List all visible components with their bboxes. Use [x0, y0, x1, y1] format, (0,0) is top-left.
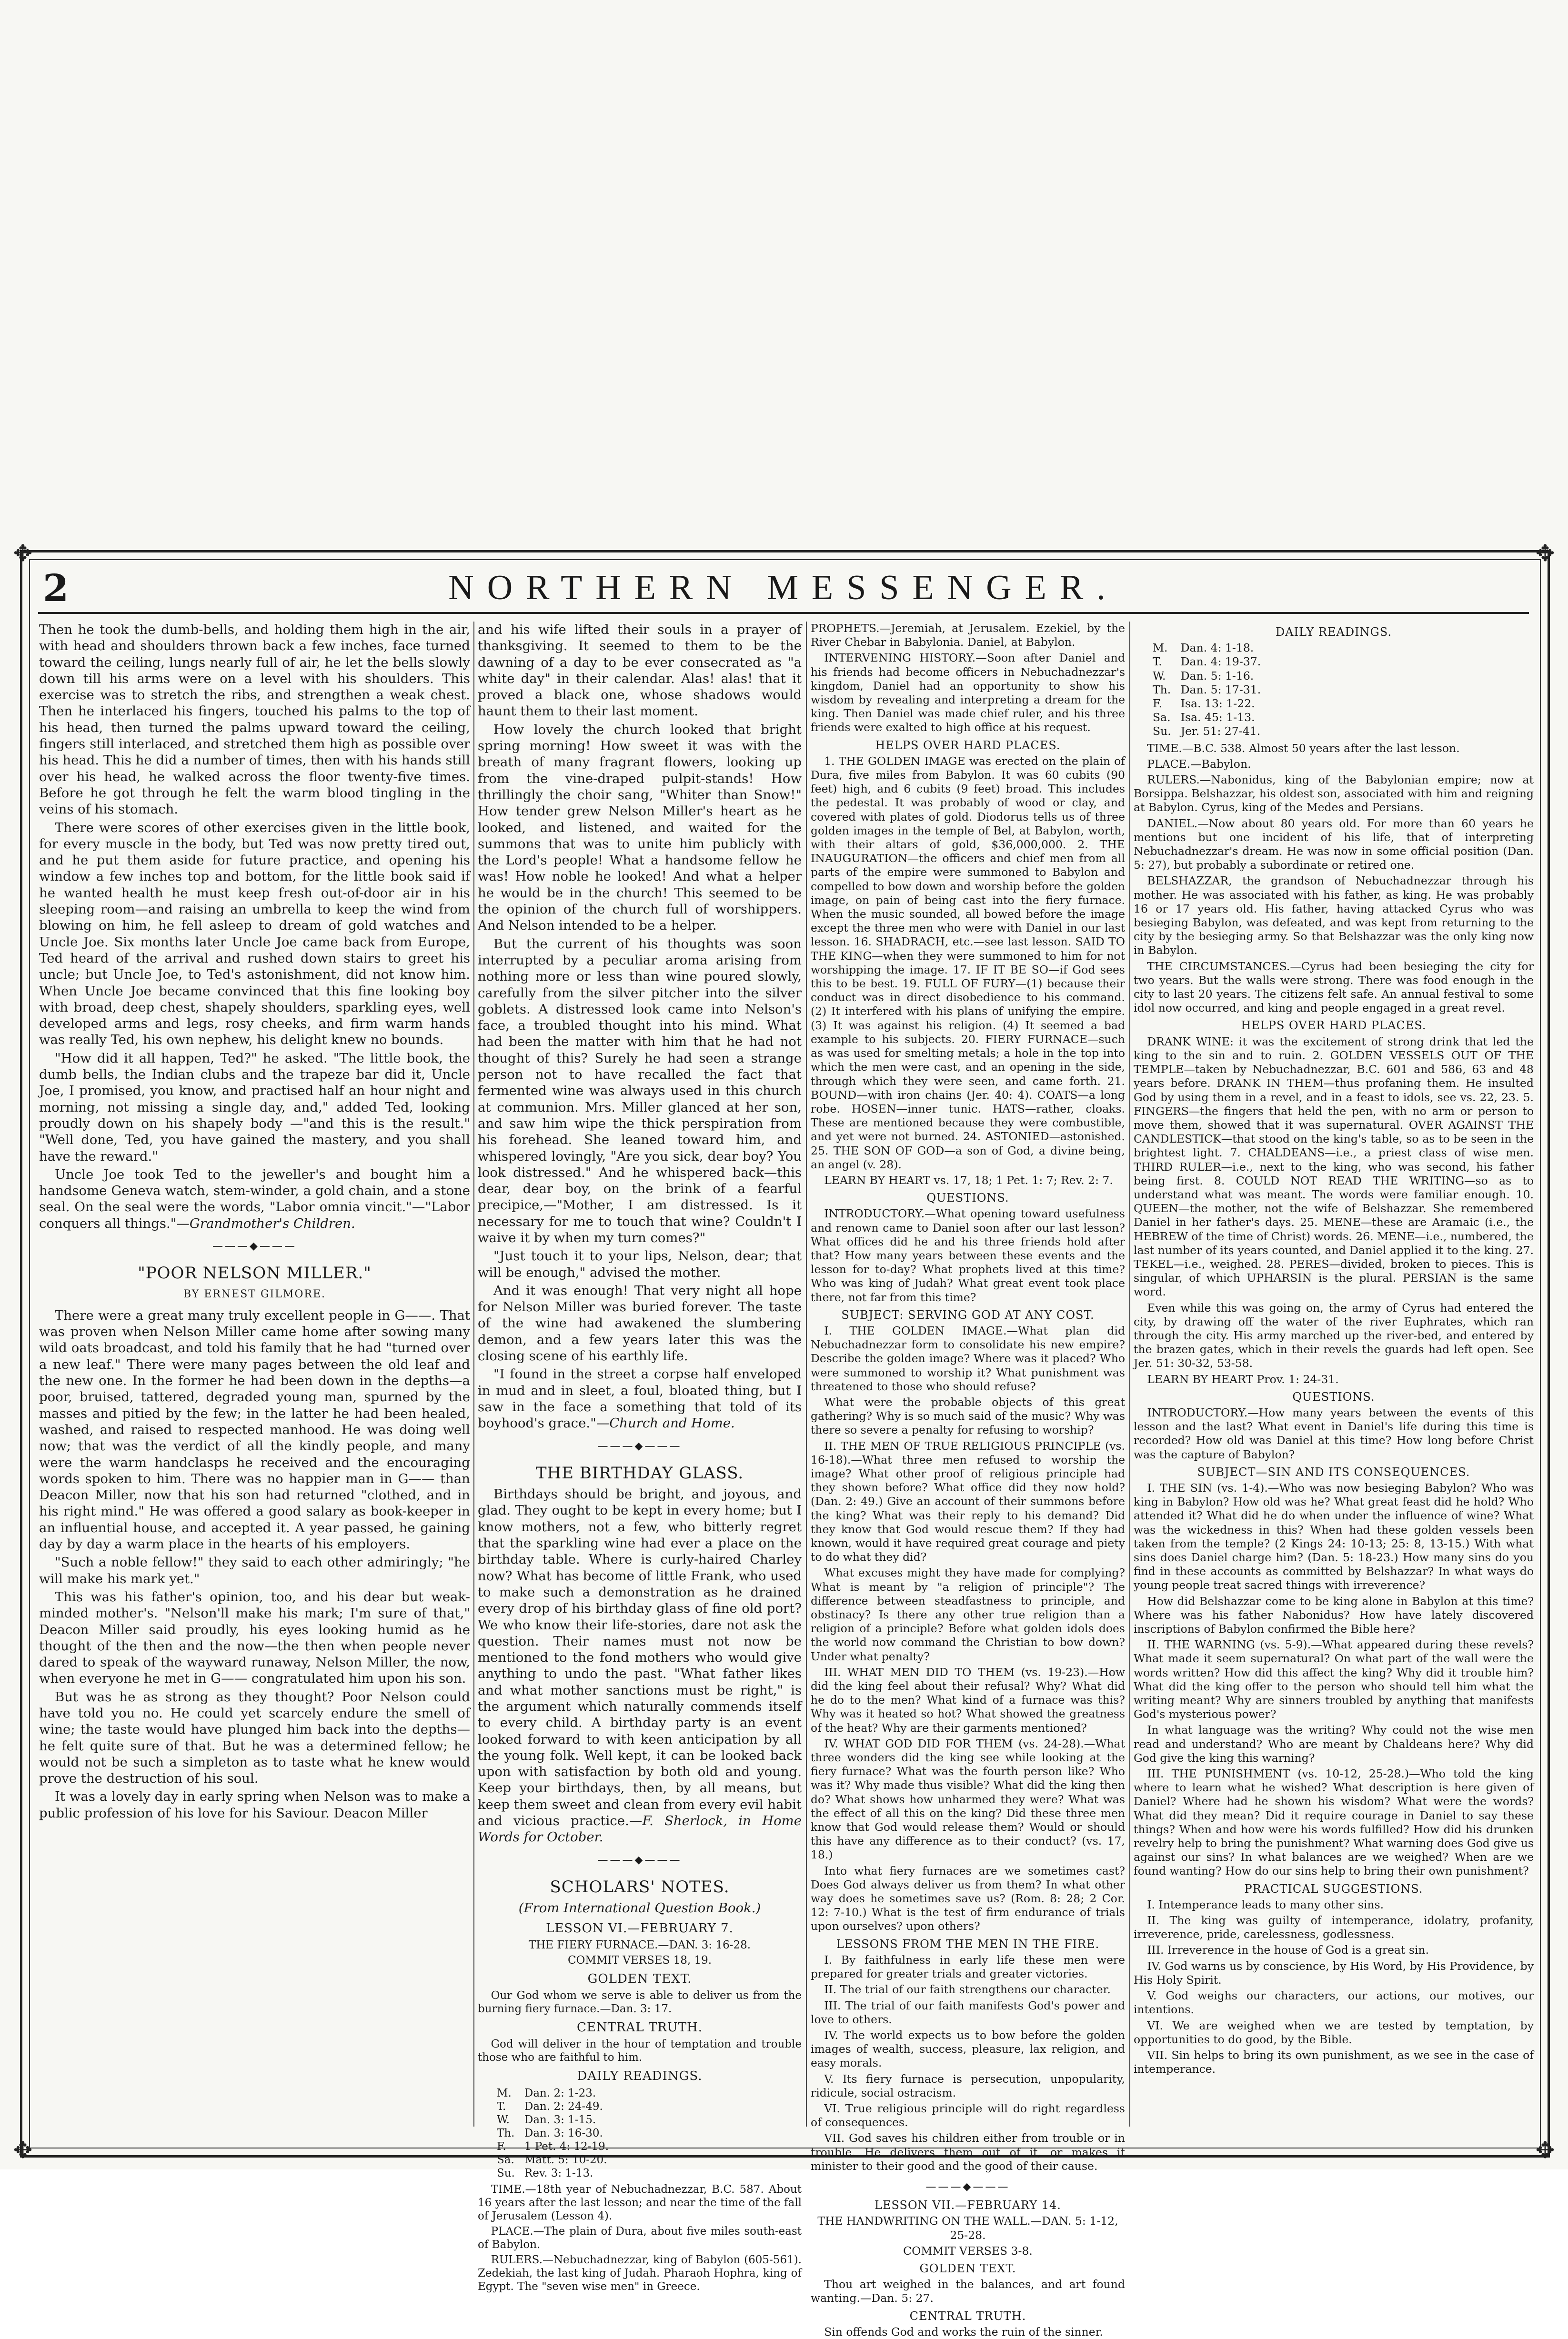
paragraph: Into what fiery furnaces are we sometimes cast? Does God always deliver us from them? In what other way does he sometimes save us? (Rom. 8: 28; 2 Cor. 12: 7-10.) What is the test of firm endurance of trials upon ourselves? upon others? [811, 1864, 1125, 1933]
helps-heading: HELPS OVER HARD PLACES. [875, 738, 1061, 752]
golden-text: Thou art weighed in the balances, and art found wanting.—Dan. 5: 27. [811, 2278, 1125, 2305]
golden-text: Our God whom we serve is able to deliver us from the burning fiery furnace.—Dan. 3: 17. [478, 1989, 802, 2016]
table-row: T. Dan. 4: 19-37. [1153, 655, 1261, 669]
paragraph: LEARN BY HEART Prov. 1: 24-31. [1147, 1372, 1339, 1386]
helps-heading: HELPS OVER HARD PLACES. [1241, 1019, 1427, 1033]
column-rule [806, 622, 807, 2127]
table-row: W. Dan. 3: 1-15. [497, 2113, 596, 2126]
list-item: III. Irreverence in the house of God is a great sin. [1147, 1943, 1429, 1957]
corner-ornament-icon: ✥ [13, 540, 33, 567]
section-source: (From International Question Book.) [518, 1900, 761, 1916]
table-row: M. Dan. 2: 1-23. [497, 2087, 596, 2099]
golden-text-heading: GOLDEN TEXT. [919, 2261, 1016, 2275]
list-item: VI. We are weighed when we are tested by temptation, by opportunities to do good, by the Bible. [1134, 2018, 1534, 2046]
list-item: VI. True religious principle will do right regardless of consequences. [811, 2101, 1125, 2129]
lesson-rulers: RULERS.—Nebuchadnezzar, king of Babylon (605-561). Zedekiah, the last king of Judah. Pharaoh Hophra, king of Egypt. The "seven wise men" in Greece. [478, 2253, 802, 2293]
paragraph: "Such a noble fellow!" they said to each other admiringly; "he will make his mark yet." [39, 1555, 470, 1586]
lesson-subtitle: THE HANDWRITING ON THE WALL.—DAN. 5: 1-12, 25-28. [817, 2214, 1118, 2242]
column-3 [811, 622, 1125, 2339]
practical-heading: PRACTICAL SUGGESTIONS. [1244, 1882, 1423, 1896]
list-item: I. Intemperance leads to many other sins. [1147, 1897, 1384, 1911]
divider-ornament-icon: ———◆——— [597, 1440, 682, 1452]
table-row: M. Dan. 4: 1-18. [1153, 641, 1254, 655]
commit-verses: COMMIT VERSES 18, 19. [567, 1954, 712, 1967]
column-rule [473, 622, 474, 2127]
paragraph: What were the probable objects of this great gathering? Why is so much said of the music? Why was there so severe a penalty for refusing to worship? [811, 1395, 1125, 1437]
paragraph: IV. WHAT GOD DID FOR THEM (vs. 24-28).—What three wonders did the king see while looking at the fiery furnace? What was the fourth person like? Who was it? Why made thus visible? What did the king then do? What shows how unharmed they were? What was the effect of all this on the king? Did these three men know that God would release them? Would or should this have any difference as to their conduct? (vs. 17, 18.) [811, 1737, 1125, 1862]
table-row: Th. Dan. 3: 16-30. [497, 2127, 603, 2139]
paragraph: Even while this was going on, the army of Cyrus had entered the city, by drawing off the water of the river Euphrates, which ran through the city. His army marched up the river-bed, and entered by the brazen gates, which in their revels the guards had left open. See Jer. 51: 30-32, 53-58. [1134, 1301, 1534, 1370]
list-item: V. Its fiery furnace is persecution, unpopularity, ridicule, social ostracism. [811, 2072, 1125, 2099]
column-rule [1129, 622, 1130, 2127]
paragraph: In what language was the writing? Why could not the wise men read and understand? Who are meant by Chaldeans here? Why did God give the king this warning? [1134, 1723, 1534, 1765]
table-row: F. Isa. 13: 1-22. [1153, 697, 1255, 711]
story-title: "POOR NELSON MILLER." [138, 1264, 372, 1283]
lesson-place: PLACE.—The plain of Dura, about five miles south-east of Babylon. [478, 2225, 802, 2251]
paragraph: "I found in the street a corpse half enveloped in mud and in sleet, a foul, bloated thing, but I saw in the face a something that told of its boyhood's grace."—Church and Home. [478, 1366, 802, 1431]
paragraph: Birthdays should be bright, and joyous, and glad. They ought to be kept in every home; but I know mothers, not a few, who bitterly regret that the sparkling wine had ever a place on the birthday table. Where is curly-haired Charley now? What has become of little Frank, who used to make such a demonstration as he drained every drop of his birthday glass of fine old port? We who know their life-stories, dare not ask the question. Their names must not now be mentioned to the fond mothers who would give anything to undo the past. "What father likes and what mother sanctions must be right," is the argument which naturally commends itself to every child. A birthday party is an event looked forward to with keen anticipation by all the young folk. Well kept, it can be looked back upon with satisfaction by both old and young. Keep your birthdays, then, by all means, but keep them sweet and clean from every evil habit and vicious practice.—F. Sherlock, in Home Words for October. [478, 1486, 802, 1845]
daily-readings-heading: DAILY READINGS. [577, 2069, 703, 2084]
page-header [38, 567, 1529, 614]
corner-ornament-icon: ✥ [13, 2137, 33, 2164]
list-item: III. The trial of our faith manifests God's power and love to others. [811, 1998, 1125, 2026]
subject-heading: SUBJECT: SERVING GOD AT ANY COST. [841, 1308, 1095, 1322]
source-credit: Grandmother's Children. [189, 1215, 355, 1231]
list-item: VII. Sin helps to bring its own punishment, as we see in the case of intemperance. [1134, 2048, 1534, 2076]
lesson-time: TIME.—B.C. 538. Almost 50 years after the last lesson. [1147, 741, 1460, 755]
masthead-title: NORTHERN MESSENGER. [448, 568, 1119, 607]
list-item: I. By faithfulness in early life these men were prepared for greater trials and greater victories. [811, 1953, 1125, 1981]
table-row: T. Dan. 2: 24-49. [497, 2100, 603, 2113]
paragraph: I. THE SIN (vs. 1-4).—Who was now besieging Babylon? Who was king in Babylon? How old was he? What great feast did he hold? Who attended it? What did he do when under the influence of wine? What was the wickedness in this? When had these golden vessels been taken from the temple? (2 Kings 24: 10-13; 25: 8, 13-15.) With what sins does Daniel charge him? (Dan. 5: 18-23.) How many sins do you find in these accounts as committed by Belshazzar? In what ways do young people treat sacred things with irreverence? [1134, 1481, 1534, 1592]
table-row: F. 1 Pet. 4: 12-19. [497, 2140, 609, 2153]
questions-heading: QUESTIONS. [926, 1191, 1009, 1205]
column-4 [1134, 622, 1534, 2127]
list-item: VII. God saves his children either from trouble or in trouble. He delivers them out of it, or makes it minister to their good and the good of their cause. [811, 2131, 1125, 2173]
divider-ornament-icon: ———◆——— [925, 2180, 1010, 2193]
paragraph: INTRODUCTORY.—What opening toward usefulness and renown came to Daniel soon after our last lesson? What offices did he and his three friends hold after that? How many years between these events and the lesson for to-day? What prophets lived at this time? Who was king of Judah? What great event took place there, not far from this time? [811, 1207, 1125, 1304]
paragraph: "How did it all happen, Ted?" he asked. "The little book, the dumb bells, the Indian clubs and the trapeze bar did it, Uncle Joe, I promised, you know, and practised half an hour night and morning, not missing a single day, and," added Ted, looking proudly down on his shapely body —"and this is the result." "Well done, Ted, you have gained the mastery, and you shall have the reward." [39, 1050, 470, 1164]
paragraph: DANIEL.—Now about 80 years old. For more than 60 years he mentions but one incident of his life, that of interpreting Nebuchadnezzar's dream. He was now in some official position (Dan. 5: 27), but probably a subordinate or retired one. [1134, 816, 1534, 872]
paragraph: INTRODUCTORY.—How many years between the events of this lesson and the last? What event in Daniel's life during this time is recorded? How old was Daniel at this time? How long before Christ was the capture of Babylon? [1134, 1405, 1534, 1461]
paragraph: III. THE PUNISHMENT (vs. 10-12, 25-28.)—Who told the king where to learn what he wished? What description is here given of Daniel? Where had he shown his wisdom? What were the words? What did they mean? Did it require courage in Daniel to say these things? When and how were his words fulfilled? How did his drunken revelry help to bring the punishment? What warning does God give us against our sins? In what balances are we weighed? When are we found wanting? How do our sins help to bring their own punishment? [1134, 1767, 1534, 1878]
column-2 [478, 622, 802, 2293]
table-row: Su. Jer. 51: 27-41. [1153, 724, 1261, 738]
paragraph: What excuses might they have made for complying? What is meant by "a religion of principle"? The difference between steadfastness to principle, and obstinacy? Is there any other true religion than a religion of a principle? Before what golden idols does the world now command the Christian to bow down? Under what penalty? [811, 1566, 1125, 1663]
list-item: II. The trial of our faith strengthens our character. [824, 1983, 1111, 1997]
central-truth-heading: CENTRAL TRUTH. [577, 2020, 703, 2035]
paragraph: But was he as strong as they thought? Poor Nelson could have told you no. He could yet scarcely endure the smell of wine; the taste would have plunged him back into the depths—he felt quite sure of that. But he was a determined fellow; he would not be such a simpleton as to taste what he knew would prove the destruction of his soul. [39, 1689, 470, 1787]
paragraph: But the current of his thoughts was soon interrupted by a peculiar aroma arising from nothing more or less than wine poured slowly, carefully from the silver pitcher into the silver goblets. A distressed look came into Nelson's face, a troubled thought into his mind. What had been the matter with him that he had not thought of this? Surely he had seen a strange person not to have recalled the fact that fermented wine was always used in this church at communion. Mrs. Miller glanced at her son, and saw him wipe the thick perspiration from his forehead. She leaned toward him, and whispered lovingly, "Are you sick, dear boy? You look distressed." And he whispered back—this dear, dear boy, on the brink of a fearful precipice,—"Mother, I am distressed. Is it necessary for me to touch that wine? Couldn't I waive it by when my turn comes?" [478, 936, 802, 1245]
daily-readings-heading: DAILY READINGS. [1276, 625, 1392, 639]
divider-ornament-icon: ———◆——— [212, 1240, 297, 1252]
daily-readings-table [497, 2087, 618, 2180]
table-row: W. Dan. 5: 1-16. [1153, 669, 1254, 683]
paragraph: II. THE WARNING (vs. 5-9).—What appeared during these revels? What made it seem supernatural? On what part of the wall were the words written? How did this affect the king? Why did it trouble him? What did the king offer to the person who should tell him what the writing meant? Why are sinners troubled by anything that manifests God's mysterious power? [1134, 1638, 1534, 1721]
paragraph: I. THE GOLDEN IMAGE.—What plan did Nebuchadnezzar form to consolidate his new empire? Describe the golden image? Where was it placed? Who were summoned to worship it? What punishment was threatened to those who should refuse? [811, 1324, 1125, 1393]
lesson-heading: LESSON VI.—FEBRUARY 7. [546, 1921, 734, 1936]
corner-ornament-icon: ✥ [1535, 540, 1555, 567]
source-credit: F. Sherlock, in Home Words for October. [478, 1813, 802, 1845]
paragraph: DRANK WINE: it was the excitement of strong drink that led the king to the sin and to ruin. 2. GOLDEN VESSELS OUT OF THE TEMPLE—taken by Nebuchadnezzar, B.C. 601 and 586, 63 and 48 years before. DRANK IN THEM—thus profaning them. He insulted God by using them in a revel, and in a feast to idols, see vs. 22, 23. 5. FINGERS—the fingers that held the pen, with no arm or person to move them, showed that it was supernatural. OVER AGAINST THE CANDLESTICK—that stood on the king's table, so as to be seen in the brightest light. 7. CHALDEANS—i.e., a priest class of wise men. THIRD RULER—i.e., next to the king, who was second, his father being first. 8. COULD NOT READ THE WRITING—so as to understand what was meant. The words were familiar enough. 10. QUEEN—the mother, not the wife of Belshazzar. She remembered Daniel in her father's days. 25. MENE—these are Aramaic (i.e., the HEBREW of the time of Christ) words. 26. MENE—i.e., numbered, the last number of its years counted, and Daniel applied it to the king. 27. TEKEL—i.e., weighed. 28. PERES—divided, broken to pieces. This is singular, of which UPHARSIN is the plural. PERSIAN is the same word. [1134, 1034, 1534, 1299]
paragraph: BELSHAZZAR, the grandson of Nebuchadnezzar through his mother. He was associated with his father, as king. He was probably 16 or 17 years old. His father, having attacked Cyrus who was besieging Babylon, was defeated, and was kept from returning to the city by the besieging army. So that Belshazzar was the only king now in Babylon. [1134, 874, 1534, 957]
source-credit: Church and Home. [609, 1415, 735, 1431]
table-row: Su. Rev. 3: 1-13. [497, 2167, 593, 2179]
central-truth: Sin offends God and works the ruin of the sinner. [824, 2325, 1103, 2339]
lesson-subtitle: THE FIERY FURNACE.—DAN. 3: 16-28. [528, 1938, 751, 1951]
commit-verses: COMMIT VERSES 3-8. [903, 2244, 1033, 2258]
story-byline: BY ERNEST GILMORE. [183, 1288, 326, 1300]
paragraph: III. WHAT MEN DID TO THEM (vs. 19-23).—How did the king feel about their refusal? Why? What did he do to the men? What kind of a furnace was this? Why was it heated so hot? What showed the greatness of the heat? Why are their garments mentioned? [811, 1665, 1125, 1735]
lesson-rulers: RULERS.—Nabonidus, king of the Babylonian empire; now at Borsippa. Belshazzar, his oldest son, associated with him and reigning at Babylon. Cyrus, king of the Medes and Persians. [1134, 773, 1534, 814]
paragraph: How did Belshazzar come to be king alone in Babylon at this time? Where was his father Nabonidus? How have lately discovered inscriptions of Babylon confirmed the Bible here? [1134, 1594, 1534, 1636]
paragraph: "Just touch it to your lips, Nelson, dear; that will be enough," advised the mother. [478, 1248, 802, 1280]
paragraph: Then he took the dumb-bells, and holding them high in the air, with head and shoulders thrown back a few inches, face turned toward the ceiling, lungs nearly full of air, he let the bells slowly down till his arms were on a level with his shoulders. This exercise was to stretch the ribs, and strengthen a weak chest. Then he interlaced his fingers, touched his palms to the top of his head, then turned the palms upward toward the ceiling, fingers still interlaced, and stretched them high as possible over his head. This he did a number of times, then with his hands still over his head, he walked across the floor twenty-five times. Before he got through he felt the warm blood tingling in the veins of his stomach. [39, 622, 470, 817]
list-item: II. The king was guilty of intemperance, idolatry, profanity, irreverence, pride, carelessness, godlessness. [1134, 1914, 1534, 1941]
column-1 [39, 622, 470, 2127]
list-item: IV. God warns us by conscience, by His Word, by His Providence, by His Holy Spirit. [1134, 1959, 1534, 1987]
paragraph: There were a great many truly excellent people in G——. That was proven when Nelson Miller came home after sowing many wild oats broadcast, and told his family that he had "turned over a new leaf." There were many pages between the old leaf and the new one. In the former he had been down in the depths—a poor, bruised, tattered, degraded young man, spurned by the masses and pitied by the few; in the latter he had been healed, washed, and raised to respected manhood. He was doing well now; that was the verdict of all the kindly people, and many were the warm handclasps he received and the encouraging words spoken to him. There was no happier man in G—— than Deacon Miller, now that his son had returned "clothed, and in his right mind." He was offered a good salary as book-keeper in an influential house, and accepted it. A year passed, he gaining day by day a warm place in the hearts of his employers. [39, 1307, 470, 1552]
lesson-place: PLACE.—Babylon. [1147, 757, 1251, 771]
corner-ornament-icon: ✥ [1535, 2137, 1555, 2164]
paragraph: INTERVENING HISTORY.—Soon after Daniel and his friends had become officers in Nebuchadnezzar's kingdom, Daniel had an opportunity to show his wisdom by revealing and interpreting a dream for the king. Then Daniel was made chief ruler, and his three friends were exalted to high office at his request. [811, 651, 1125, 734]
table-row: Sa. Isa. 45: 1-13. [1153, 711, 1255, 724]
paragraph: LEARN BY HEART vs. 17, 18; 1 Pet. 1: 7; Rev. 2: 7. [824, 1173, 1113, 1187]
page-number: 2 [43, 567, 69, 610]
paragraph: And it was enough! That very night all hope for Nelson Miller was buried forever. The taste of the wine had awakened the slumbering demon, and a few years later this was the closing scene of his earthly life. [478, 1283, 802, 1364]
paragraph: Uncle Joe took Ted to the jeweller's and bought him a handsome Geneva watch, stem-winder, a gold chain, and a stone seal. On the seal were the words, "Labor omnia vincit."—"Labor conquers all things."—Grandmother's Children. [39, 1166, 470, 1231]
golden-text-heading: GOLDEN TEXT. [587, 1971, 692, 1986]
lesson-time: TIME.—18th year of Nebuchadnezzar, B.C. 587. About 16 years after the last lesson; and near the time of the fall of Jerusalem (Lesson 4). [478, 2183, 802, 2222]
table-row: Th. Dan. 5: 17-31. [1153, 683, 1261, 696]
paragraph: PROPHETS.—Jeremiah, at Jerusalem. Ezekiel, by the River Chebar in Babylonia. Daniel, at Babylon. [811, 622, 1125, 649]
paragraph: II. THE MEN OF TRUE RELIGIOUS PRINCIPLE (vs. 16-18).—What three men refused to worship the image? What other proof of religious principle had they shown before? What office did they now hold? (Dan. 2: 49.) Give an account of their summons before the king? What was their reply to his demand? Did they know that God would rescue them? If they had known, would it have required great courage and piety to do what they did? [811, 1439, 1125, 1564]
paragraph: THE CIRCUMSTANCES.—Cyrus had been besieging the city for two years. But the walls were strong. There was food enough in the city to last 20 years. The citizens felt safe. An annual festival to some idol now occurred, and king and people engaged in a great revel. [1134, 959, 1534, 1015]
central-truth-heading: CENTRAL TRUTH. [909, 2309, 1026, 2323]
daily-readings-table [1153, 641, 1270, 738]
table-row: Sa. Matt. 5: 10-20. [497, 2153, 607, 2166]
list-item: V. God weighs our characters, our actions, our motives, our intentions. [1134, 1989, 1534, 2017]
lesson-heading: LESSON VII.—FEBRUARY 14. [874, 2198, 1061, 2212]
lessons-heading: LESSONS FROM THE MEN IN THE FIRE. [836, 1937, 1100, 1951]
paragraph: 1. THE GOLDEN IMAGE was erected on the plain of Dura, five miles from Babylon. It was 60 cubits (90 feet) high, and 6 cubits (9 feet) broad. This includes the pedestal. It was probably of wood or clay, and covered with plates of gold. Diodorus tells us of three golden images in the temple of Bel, at Babylon, worth, with their altars of gold, $36,000,000. 2. THE INAUGURATION—the officers and chief men from all parts of the empire were summoned to Babylon and compelled to bow down and worship before the golden image, on pain of being cast into the fiery furnace. When the music sounded, all bowed before the image except the three men who were with Daniel in our last lesson. 16. SHADRACH, etc.—see last lesson. SAID TO THE KING—when they were summoned to him for not worshipping the image. 17. IF IT BE SO—if God sees this to be best. 19. FULL OF FURY—(1) because their conduct was in direct disobedience to his command. (2) It interfered with his plans of unifying the empire. (3) It was against his religion. (4) It seemed a bad example to his subjects. 20. FIERY FURNACE—such as was used for smelting metals; a hole in the top into which the men were cast, and an opening in the side, through which they were seen, and came forth. 21. BOUND—with iron chains (Jer. 40: 4). COATS—a long robe. HOSEN—inner tunic. HATS—rather, cloaks. These are mentioned because they were combustible, and yet were not burned. 24. ASTONIED—astonished. 25. THE SON OF GOD—a son of God, a divine being, an angel (v. 28). [811, 754, 1125, 1171]
paragraph: and his wife lifted their souls in a prayer of thanksgiving. It seemed to them to be the dawning of a day to be ever consecrated as "a white day" in their calendar. Alas! alas! that it proved a black one, whose shadows would haunt them to their last moment. [478, 622, 802, 719]
central-truth: God will deliver in the hour of temptation and trouble those who are faithful to him. [478, 2038, 802, 2064]
paragraph: How lovely the church looked that bright spring morning! How sweet it was with the breath of many fragrant flowers, looking up from the vine-draped pulpit-stands! How thrillingly the choir sang, "Whiter than Snow!" How tender grew Nelson Miller's heart as he looked, and listened, and waited for the summons that was to unite him publicly with the Lord's people! What a handsome fellow he was! How noble he looked! And what a helper he would be in the church! This seemed to be the opinion of the church full of worshippers. And Nelson intended to be a helper. [478, 722, 802, 934]
paragraph: It was a lovely day in early spring when Nelson was to make a public profession of his love for his Saviour. Deacon Miller [39, 1789, 470, 1821]
questions-heading: QUESTIONS. [1292, 1390, 1375, 1404]
article-title: THE BIRTHDAY GLASS. [535, 1463, 744, 1483]
list-item: IV. The world expects us to bow before the golden images of wealth, success, pleasure, lax religion, and easy morals. [811, 2028, 1125, 2070]
paragraph: There were scores of other exercises given in the little book, for every muscle in the body, but Ted was now pretty tired out, and he put them aside for future practice, and opening his window a few inches top and bottom, for the little book said if he wanted health he must keep fresh out-of-door air in his sleeping room—and raising an umbrella to keep the wind from blowing on him, he fell asleep to dream of gold watches and Uncle Joe. Six months later Uncle Joe came back from Europe, Ted heard of the arrival and rushed down stairs to greet his uncle; but Uncle Joe, to Ted's astonishment, did not know him. When Uncle Joe became convinced that this fine looking boy with broad, deep chest, shapely shoulders, sparkling eyes, well developed arms and legs, rosy cheeks, and firm warm hands was really Ted, his own nephew, his delight knew no bounds. [39, 820, 470, 1048]
paragraph: This was his father's opinion, too, and his dear but weak-minded mother's. "Nelson'll make his mark; I'm sure of that," Deacon Miller said proudly, his eyes looking humid as he thought of the then and the now—the then when people never dared to speak of the wayward runaway, Nelson Miller, the now, when everyone he met in G—— congratulated him upon his son. [39, 1589, 470, 1686]
subject-heading: SUBJECT—SIN AND ITS CONSEQUENCES. [1197, 1465, 1470, 1479]
divider-ornament-icon: ———◆——— [597, 1854, 682, 1866]
section-title: SCHOLARS' NOTES. [550, 1877, 730, 1897]
